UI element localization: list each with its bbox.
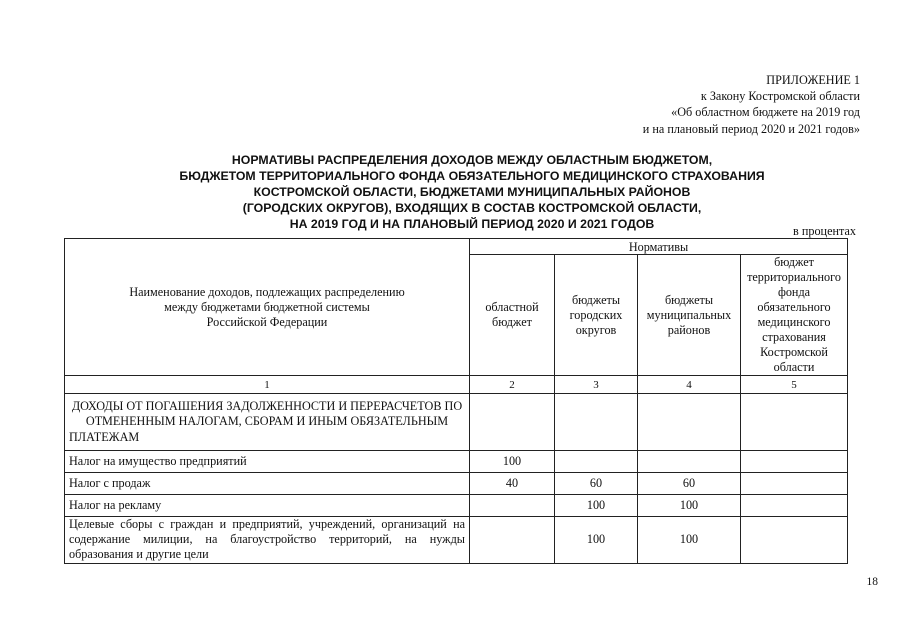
table-cell bbox=[741, 517, 848, 564]
table-cell bbox=[555, 451, 638, 473]
col-header-line: страхования bbox=[762, 330, 826, 344]
appendix-line: «Об областном бюджете на 2019 год bbox=[671, 105, 860, 120]
norms-header: Нормативы bbox=[470, 239, 848, 255]
name-header-line: Российской Федерации bbox=[206, 314, 328, 329]
title-line: НОРМАТИВЫ РАСПРЕДЕЛЕНИЯ ДОХОДОВ МЕЖДУ ОБЛАСТНЫМ БЮДЖЕТОМ, bbox=[231, 153, 713, 167]
col-header-district-budgets bbox=[638, 255, 741, 376]
table-row bbox=[65, 517, 848, 564]
table-cell bbox=[470, 517, 555, 564]
section-row bbox=[65, 394, 848, 451]
table-cell bbox=[470, 495, 555, 517]
title-line: НА 2019 ГОД И НА ПЛАНОВЫЙ ПЕРИОД 2020 И 2021 ГОДОВ bbox=[289, 217, 655, 232]
col-header-line: фонда bbox=[777, 285, 811, 299]
col-header-line: бюджеты bbox=[571, 292, 621, 307]
col-header-regional-budget bbox=[470, 255, 555, 376]
income-name: Налог на имущество предприятий bbox=[65, 451, 470, 473]
col-header-line: городских bbox=[569, 307, 623, 322]
column-number: 2 bbox=[470, 376, 555, 394]
column-number: 3 bbox=[555, 376, 638, 394]
income-name: Целевые сборы с граждан и предприятий, учреждений, организаций на содержание милиции, на благоустройство территорий, на нужды образования и другие цели bbox=[65, 517, 470, 564]
col-header-line: районов bbox=[667, 322, 711, 337]
col-header-line: Костромской bbox=[760, 345, 828, 359]
col-header-line: областной bbox=[485, 300, 539, 314]
appendix-header bbox=[643, 72, 860, 137]
column-number-row bbox=[65, 376, 848, 394]
document-title bbox=[122, 152, 822, 232]
col-header-line: обязательного bbox=[757, 300, 831, 314]
table-cell: 60 bbox=[638, 473, 741, 495]
table-cell bbox=[741, 473, 848, 495]
income-name: Налог на рекламу bbox=[65, 495, 470, 517]
table-cell: 100 bbox=[555, 517, 638, 564]
table-cell: 60 bbox=[555, 473, 638, 495]
table-cell: 40 bbox=[470, 473, 555, 495]
page-number: 18 bbox=[866, 576, 878, 588]
col-header-line: бюджет bbox=[774, 255, 814, 269]
table-cell bbox=[741, 394, 848, 451]
units-label: в процентах bbox=[793, 224, 856, 238]
table-cell bbox=[470, 394, 555, 451]
name-header-line: между бюджетами бюджетной системы bbox=[164, 299, 370, 314]
name-header-line: Наименование доходов, подлежащих распределению bbox=[129, 284, 405, 299]
appendix-line: и на плановый период 2020 и 2021 годов» bbox=[642, 121, 860, 136]
title-line: (ГОРОДСКИХ ОКРУГОВ), ВХОДЯЩИХ В СОСТАВ КОСТРОМСКОЙ ОБЛАСТИ, bbox=[242, 201, 702, 216]
table-row bbox=[65, 495, 848, 517]
appendix-line: к Закону Костромской области bbox=[700, 89, 860, 104]
col-header-line: бюджеты bbox=[664, 292, 714, 307]
col-header-line: медицинского bbox=[757, 315, 831, 329]
income-name: Налог с продаж bbox=[65, 473, 470, 495]
table-cell: 100 bbox=[638, 517, 741, 564]
name-column-header bbox=[65, 239, 470, 376]
norms-table bbox=[64, 238, 848, 564]
appendix-line: ПРИЛОЖЕНИЕ 1 bbox=[766, 73, 860, 87]
table-cell bbox=[741, 495, 848, 517]
table-cell bbox=[638, 451, 741, 473]
table-cell: 100 bbox=[555, 495, 638, 517]
column-number: 4 bbox=[638, 376, 741, 394]
table-cell: 100 bbox=[470, 451, 555, 473]
section-title: ДОХОДЫ ОТ ПОГАШЕНИЯ ЗАДОЛЖЕННОСТИ И ПЕРЕРАСЧЕТОВ ПО ОТМЕНЕННЫМ НАЛОГАМ, СБОРАМ И ИНЫМ ОБЯЗАТЕЛЬНЫМ ПЛАТЕЖАМ bbox=[65, 394, 470, 451]
table-row bbox=[65, 451, 848, 473]
col-header-line: территориального bbox=[747, 270, 841, 284]
col-header-line: области bbox=[773, 360, 815, 374]
table-row bbox=[65, 473, 848, 495]
col-header-line: муниципальных bbox=[646, 307, 732, 322]
col-header-city-budgets bbox=[555, 255, 638, 376]
col-header-medical-fund bbox=[741, 255, 848, 376]
column-number: 5 bbox=[741, 376, 848, 394]
table-cell: 100 bbox=[638, 495, 741, 517]
col-header-line: округов bbox=[575, 322, 617, 337]
title-line: КОСТРОМСКОЙ ОБЛАСТИ, БЮДЖЕТАМИ МУНИЦИПАЛЬНЫХ РАЙОНОВ bbox=[253, 185, 691, 200]
table-cell bbox=[638, 394, 741, 451]
column-number: 1 bbox=[65, 376, 470, 394]
col-header-line: бюджет bbox=[492, 315, 532, 329]
table-cell bbox=[555, 394, 638, 451]
table-cell bbox=[741, 451, 848, 473]
title-line: БЮДЖЕТОМ ТЕРРИТОРИАЛЬНОГО ФОНДА ОБЯЗАТЕЛЬНОГО МЕДИЦИНСКОГО СТРАХОВАНИЯ bbox=[179, 169, 765, 184]
